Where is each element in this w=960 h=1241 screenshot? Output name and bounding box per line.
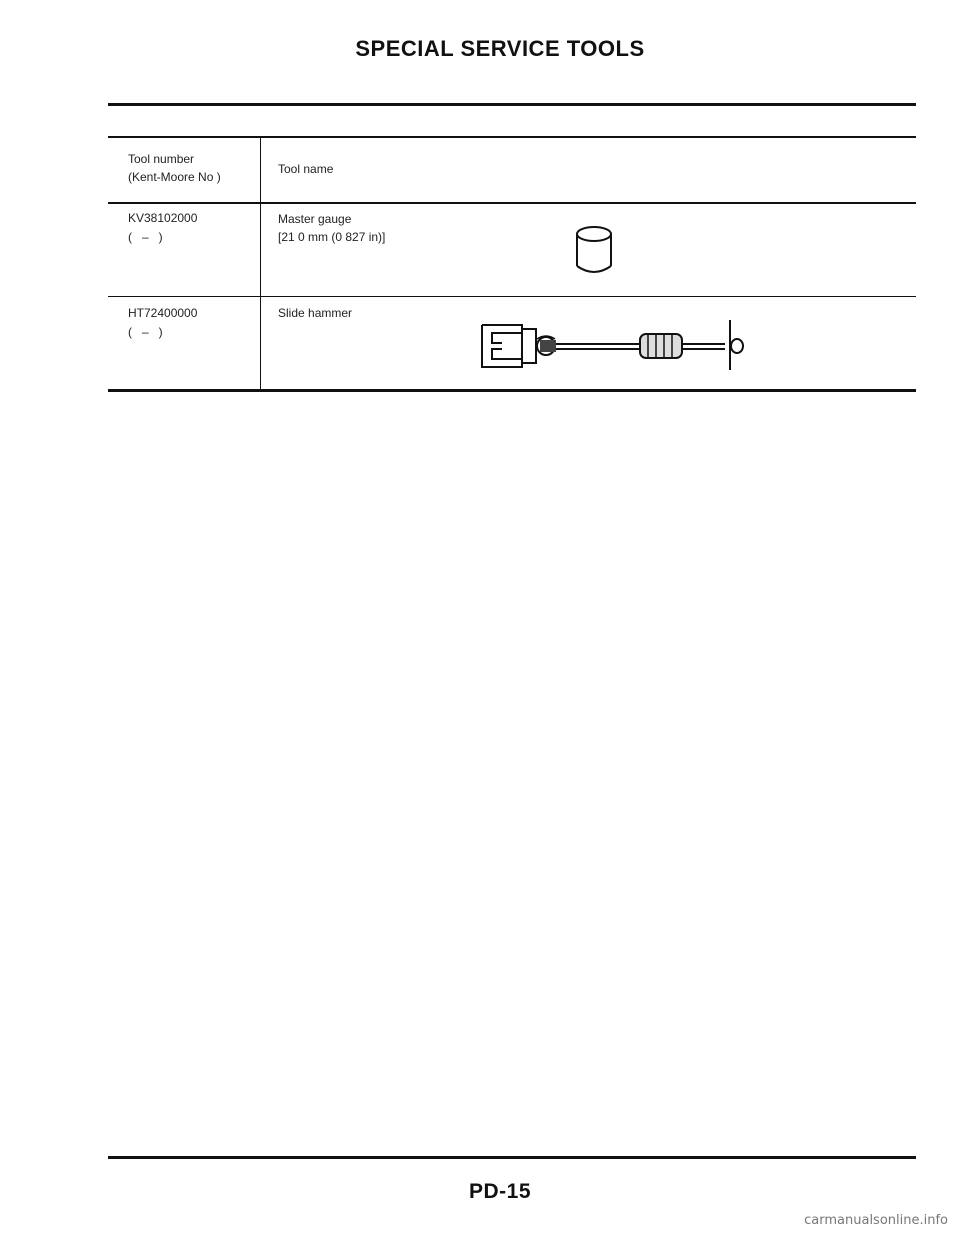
tool-number: KV38102000 bbox=[128, 211, 198, 225]
table-top-rule bbox=[108, 136, 916, 138]
column-divider bbox=[260, 137, 261, 391]
header-tool-name: Tool name bbox=[278, 162, 334, 176]
header-tool-number: Tool number bbox=[128, 152, 195, 166]
row-rule-left bbox=[108, 296, 260, 297]
tool-name: Master gauge bbox=[278, 212, 352, 226]
kent-moore-number: ( – ) bbox=[128, 325, 163, 339]
tool-spec: [21 0 mm (0 827 in)] bbox=[278, 230, 386, 244]
tool-number: HT72400000 bbox=[128, 306, 198, 320]
watermark: carmanualsonline.info bbox=[804, 1213, 948, 1228]
tool-name: Slide hammer bbox=[278, 306, 353, 320]
footer-rule bbox=[108, 1156, 916, 1159]
table-bottom-rule bbox=[108, 389, 916, 392]
page-code: PD-15 bbox=[468, 1180, 532, 1203]
header-kent-moore: (Kent-Moore No ) bbox=[128, 170, 221, 184]
page-title: SPECIAL SERVICE TOOLS bbox=[355, 36, 645, 61]
header-rule bbox=[108, 202, 916, 204]
kent-moore-number: ( – ) bbox=[128, 230, 163, 244]
slide-hammer-icon bbox=[480, 315, 755, 375]
row-rule bbox=[260, 296, 916, 297]
master-gauge-icon bbox=[572, 220, 618, 280]
title-rule bbox=[108, 103, 916, 106]
